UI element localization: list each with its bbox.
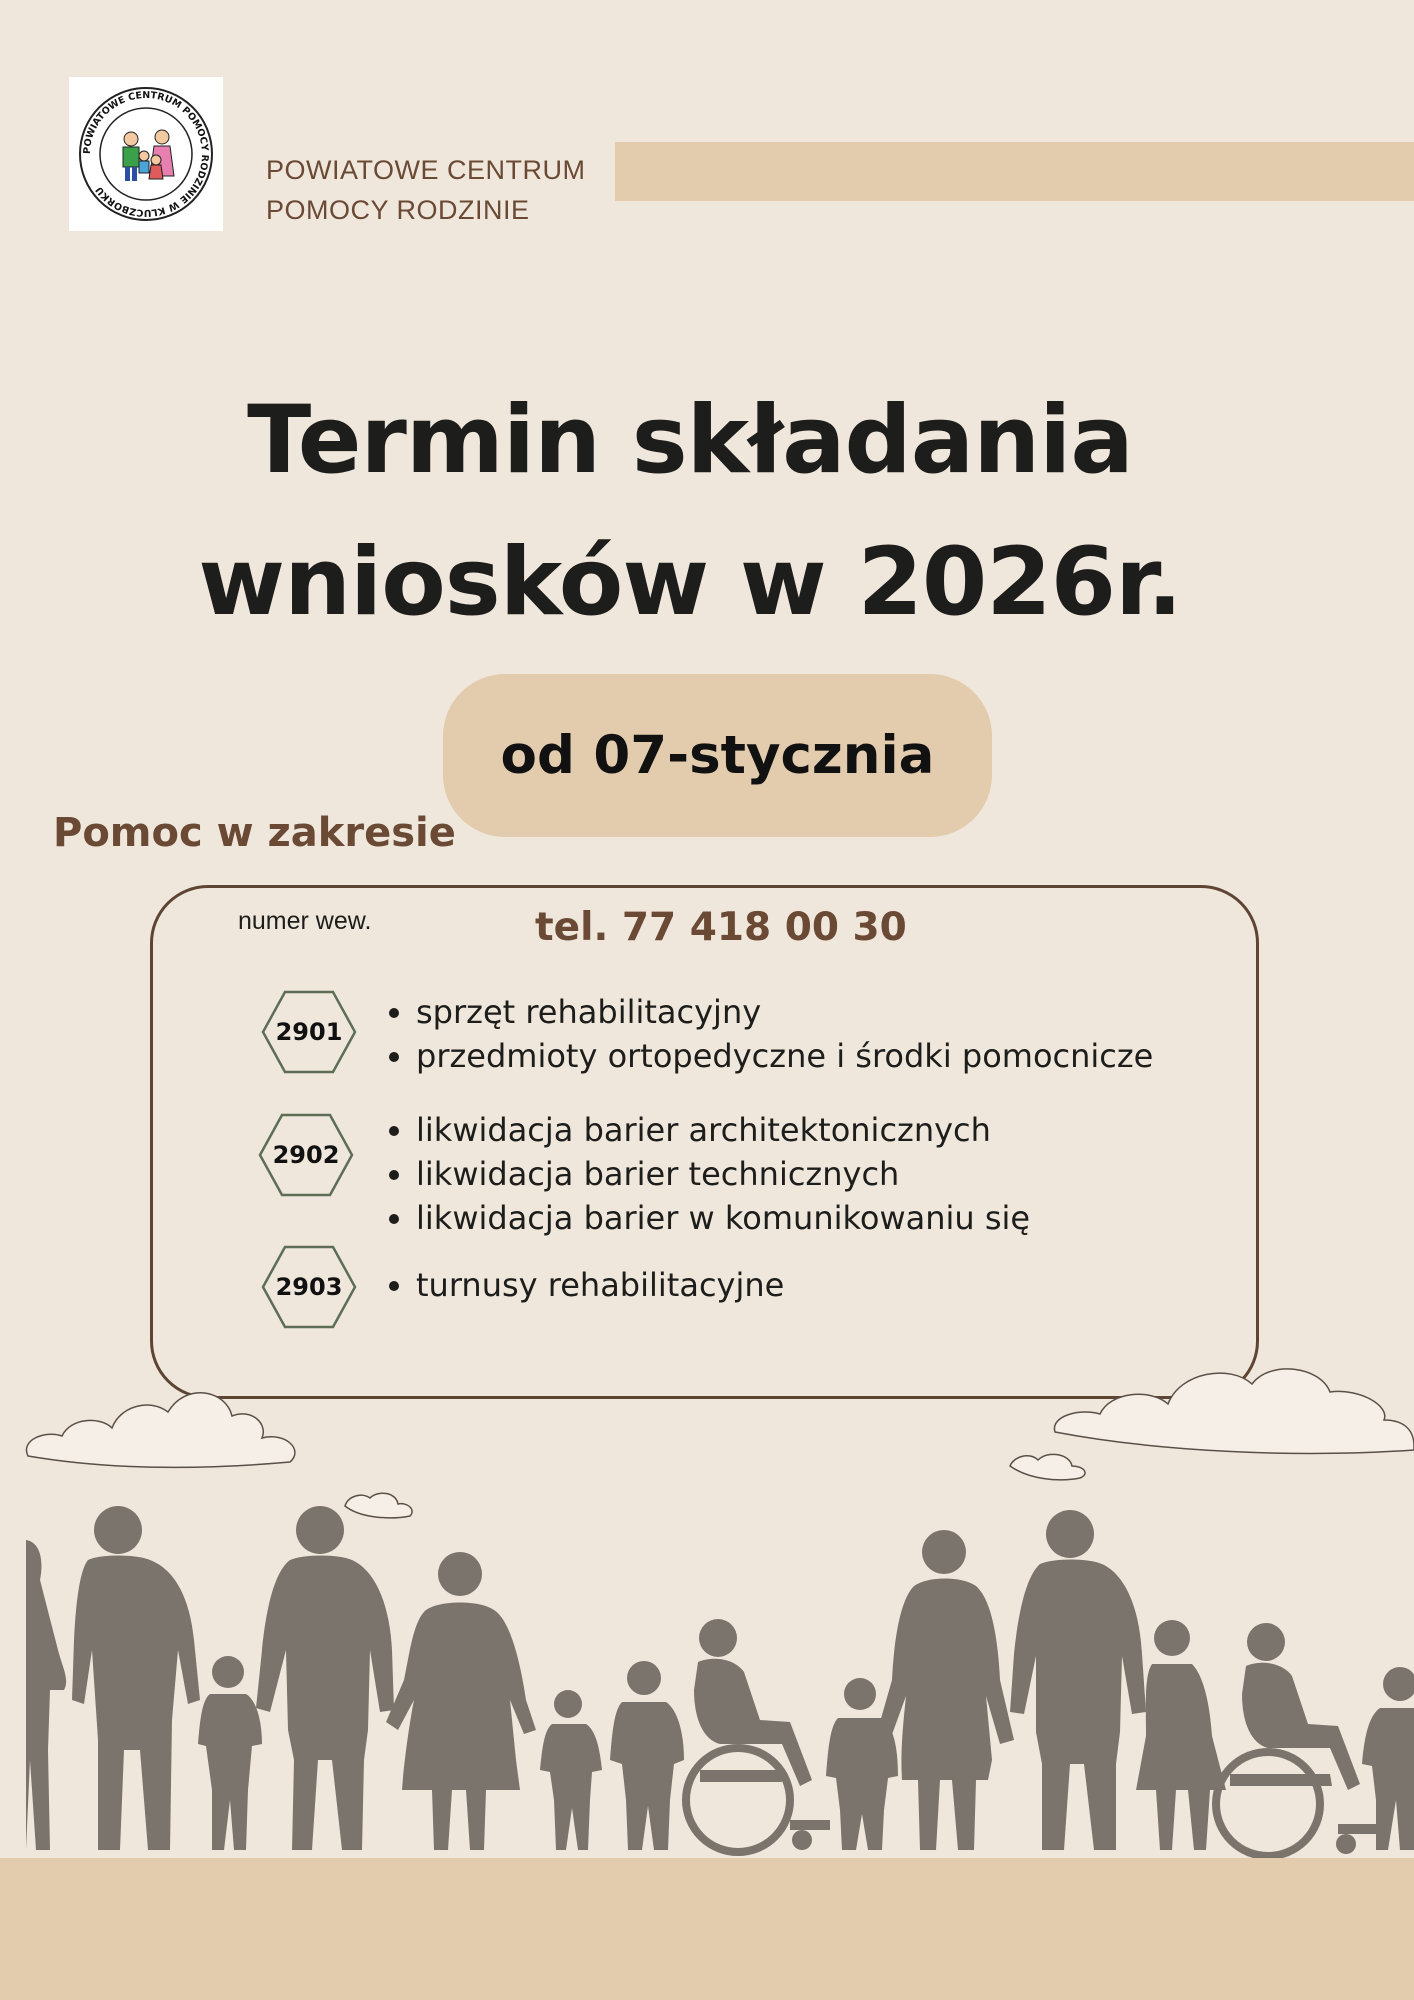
extension-badge [258, 1113, 354, 1197]
org-name-line1: POWIATOWE CENTRUM [266, 155, 586, 185]
help-list [370, 1108, 1030, 1240]
start-date-badge [443, 674, 992, 837]
extension-number: 2903 [275, 1273, 343, 1301]
extension-badge [261, 1245, 357, 1329]
list-item: • turnusy rehabilitacyjne [416, 1263, 784, 1307]
list-item: • likwidacja barier w komunikowaniu się [416, 1196, 1030, 1240]
logo-ring-text: POWIATOWE CENTRUM POMOCY RODZINIE W KLUCZBORKU [81, 89, 211, 219]
header-accent-bar [615, 142, 1414, 201]
extension-number: 2901 [275, 1018, 343, 1046]
title-line1: Termin składania [247, 386, 1133, 495]
cloud-icon [1010, 1369, 1414, 1480]
list-item: • likwidacja barier architektonicznych [416, 1108, 1030, 1152]
org-name-line2: POMOCY RODZINIE [266, 195, 530, 225]
people-silhouettes-illustration [0, 1320, 1414, 1860]
list-item: • sprzęt rehabilitacyjny [416, 990, 1153, 1034]
extension-label: numer wew. [238, 907, 372, 935]
list-item: • likwidacja barier technicznych [416, 1152, 1030, 1196]
silhouette-group [26, 1506, 1414, 1856]
extension-number: 2902 [272, 1141, 340, 1169]
section-title: Pomoc w zakresie [53, 810, 456, 856]
cloud-icon [26, 1393, 412, 1518]
list-item: • przedmioty ortopedyczne i środki pomocnicze [416, 1034, 1153, 1078]
extension-badge [261, 990, 357, 1074]
organization-name [266, 150, 586, 230]
page-title [0, 370, 1380, 654]
organization-logo [69, 77, 223, 231]
footer-band [0, 1858, 1414, 2000]
start-date-label: od 07-stycznia [500, 725, 935, 786]
help-list [370, 1263, 784, 1307]
help-list [370, 990, 1153, 1078]
family-seal-icon [76, 84, 216, 224]
phone-number: tel. 77 418 00 30 [535, 905, 907, 950]
title-line2: wniosków w 2026r. [198, 528, 1182, 637]
